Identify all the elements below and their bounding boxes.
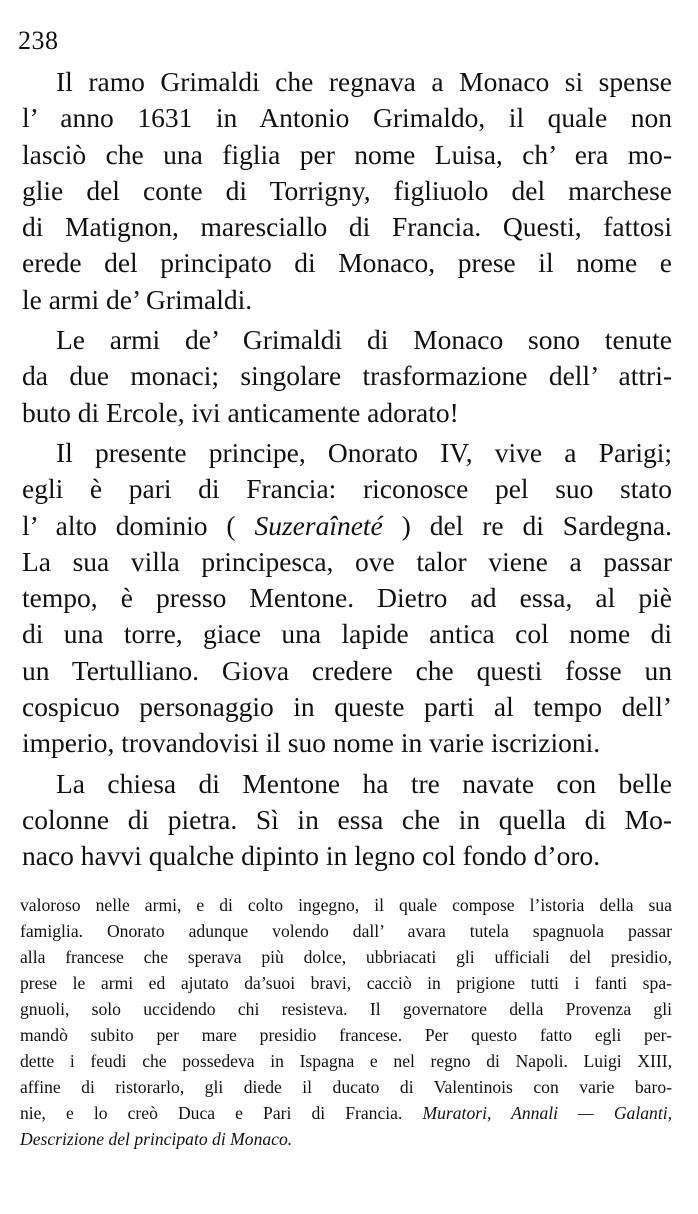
- text-line: tempo, è presso Mentone. Dietro ad essa, al piè: [22, 582, 672, 614]
- text-line: di Matignon, maresciallo di Francia. Questi, fattosi: [22, 211, 672, 243]
- text-line: l’ anno 1631 in Antonio Grimaldo, il quale non: [22, 102, 672, 134]
- text-line: le armi de’ Grimaldi.: [22, 283, 253, 315]
- paragraph: [22, 766, 672, 875]
- text-line: glie del conte di Torrigny, figliuolo del marchese: [22, 174, 672, 206]
- text-segment: ) del re di Sardegna.: [401, 509, 672, 541]
- paragraph: [22, 435, 672, 762]
- text-line: Le armi de’ Grimaldi di Monaco sono tenute: [56, 324, 672, 356]
- footnote: [20, 892, 672, 1152]
- page-number: 238: [18, 26, 59, 55]
- footnote-line: valoroso nelle armi, e di colto ingegno, il quale compose l’istoria della sua: [20, 895, 672, 915]
- footnote-line: prese le armi ed ajutato da’suoi bravi, cacciò in prigione tutti i fanti spa-: [20, 973, 672, 993]
- text-line: erede del principato di Monaco, prese il nome e: [22, 247, 672, 279]
- footnote-line: gnuoli, solo uccidendo chi resisteva. Il governatore della Provenza gli: [20, 999, 672, 1019]
- footnote-line: mandò subito per mare presidio francese. Per questo fatto egli per-: [20, 1025, 672, 1045]
- citation: Descrizione del principato di Monaco.: [20, 1129, 293, 1149]
- footnote-line: [20, 1100, 672, 1126]
- text-line: [22, 508, 672, 544]
- text-line: naco havvi qualche dipinto in legno col fondo d’oro.: [22, 840, 601, 872]
- text-line: un Tertulliano. Giova credere che questi fosse un: [22, 654, 672, 686]
- text-line: colonne di pietra. Sì in essa che in quella di Mo-: [22, 803, 672, 835]
- text-line: La sua villa principesca, ove talor viene a passar: [22, 545, 672, 577]
- footnote-segment: nie, e lo creò Duca e Pari di Francia.: [20, 1103, 403, 1123]
- italic-term: Suzeraîneté: [254, 509, 383, 541]
- footnote-line: affine di ristorarlo, gli diede il ducato di Valentinois con varie baro-: [20, 1077, 672, 1097]
- text-line: lasciò che una figlia per nome Luisa, ch’ era mo-: [22, 138, 672, 170]
- citation: Muratori, Annali — Galanti,: [422, 1103, 672, 1123]
- text-line: buto di Ercole, ivi anticamente adorato!: [22, 396, 459, 428]
- footnote-line: dette i feudi che possedeva in Ispagna e nel regno di Napoli. Luigi XIII,: [20, 1051, 672, 1071]
- paragraph: [22, 64, 672, 318]
- text-line: cospicuo personaggio in queste parti al tempo dell’: [22, 691, 672, 723]
- text-line: Il ramo Grimaldi che regnava a Monaco si spense: [56, 66, 672, 97]
- text-line: La chiesa di Mentone ha tre navate con belle: [56, 767, 672, 799]
- main-text: [22, 64, 672, 875]
- paragraph: [22, 322, 672, 431]
- text-line: Il presente principe, Onorato IV, vive a Parigi;: [56, 436, 672, 468]
- text-line: imperio, trovandovisi il suo nome in varie iscrizioni.: [22, 727, 601, 759]
- footnote-line: famiglia. Onorato adunque volendo dall’ avara tutela spagnuola passar: [20, 921, 672, 941]
- text-segment: l’ alto dominio (: [22, 509, 236, 541]
- text-line: di una torre, giace una lapide antica col nome di: [22, 618, 672, 650]
- text-line: da due monaci; singolare trasformazione dell’ attri-: [22, 360, 672, 392]
- text-line: egli è pari di Francia: riconosce pel suo stato: [22, 473, 672, 505]
- footnote-line: [20, 1126, 672, 1152]
- footnote-line: alla francese che sperava più dolce, ubbriacati gli ufficiali del presidio,: [20, 947, 672, 967]
